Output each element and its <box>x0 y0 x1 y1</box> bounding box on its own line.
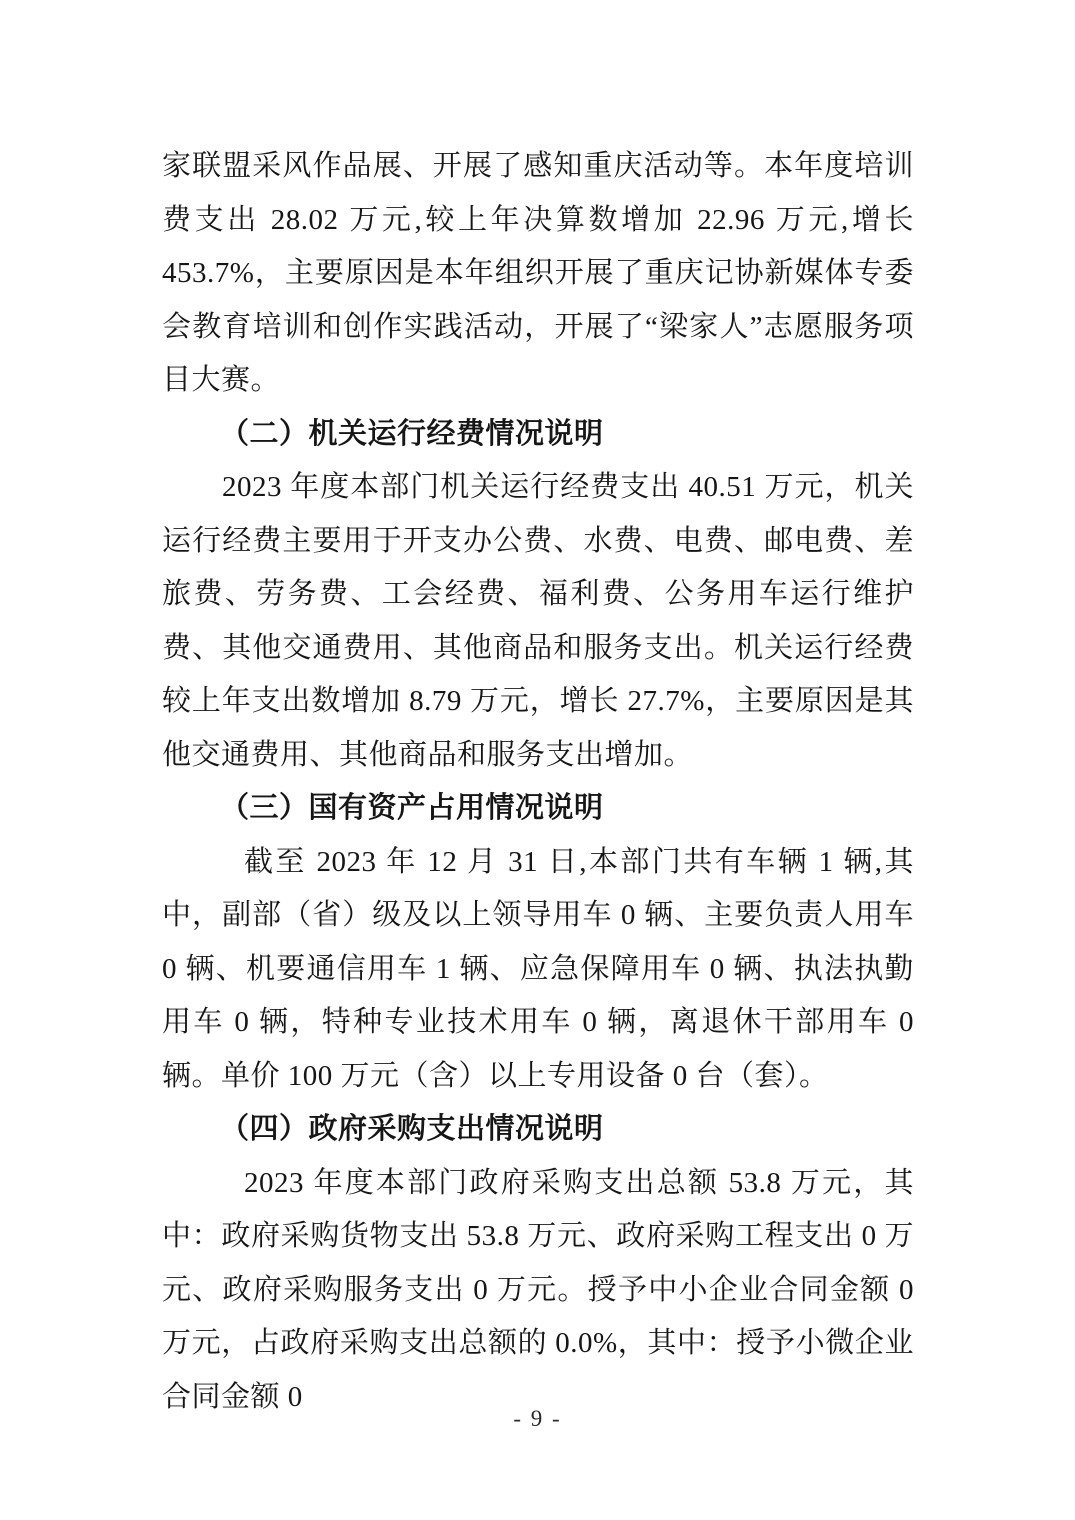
paragraph-operating-expenses: 2023 年度本部门机关运行经费支出 40.51 万元，机关运行经费主要用于开支办公费、水费、电费、邮电费、差旅费、劳务费、工会经费、福利费、公务用车运行维护费、其他交通费用、其他商品和服务支出。机关运行经费较上年支出数增加 8.79 万元，增长 27.7%，主要原因是其他交通费用、其他商品和服务支出增加。 <box>162 471 914 771</box>
paragraph-state-assets-vehicles: 截至 2023 年 12 月 31 日,本部门共有车辆 1 辆,其中，副部（省）级及以上领导用车 0 辆、主要负责人用车 0 辆、机要通信用车 1 辆、应急保障用车 0 辆、执法执勤用车 0 辆，特种专业技术用车 0 辆，离退休干部用车 0 辆。单价 100 万元（含）以上专用设备 0 台（套）。 <box>162 845 914 1092</box>
paragraph-government-procurement: 2023 年度本部门政府采购支出总额 53.8 万元，其中：政府采购货物支出 53.8 万元、政府采购工程支出 0 万元、政府采购服务支出 0 万元。授予中小企业合同金额 0 万元，占政府采购支出总额的 0.0%，其中：授予小微企业合同金额 0 <box>162 1166 914 1413</box>
heading-section-2-operating-expenses: （二）机关运行经费情况说明 <box>220 417 604 450</box>
heading-section-3-state-assets: （三）国有资产占用情况说明 <box>220 792 604 824</box>
paragraph-training-fee-continuation: 家联盟采风作品展、开展了感知重庆活动等。本年度培训费支出 28.02 万元,较上年决算数增加 22.96 万元,增长 453.7%，主要原因是本年组织开展了重庆记协新媒体专委会教育培训和创作实践活动，开展了“梁家人”志愿服务项目大赛。 <box>162 150 914 396</box>
page-number: - 9 - <box>513 1406 562 1431</box>
heading-section-4-procurement: （四）政府采购支出情况说明 <box>220 1113 604 1145</box>
document-body <box>162 140 914 1424</box>
